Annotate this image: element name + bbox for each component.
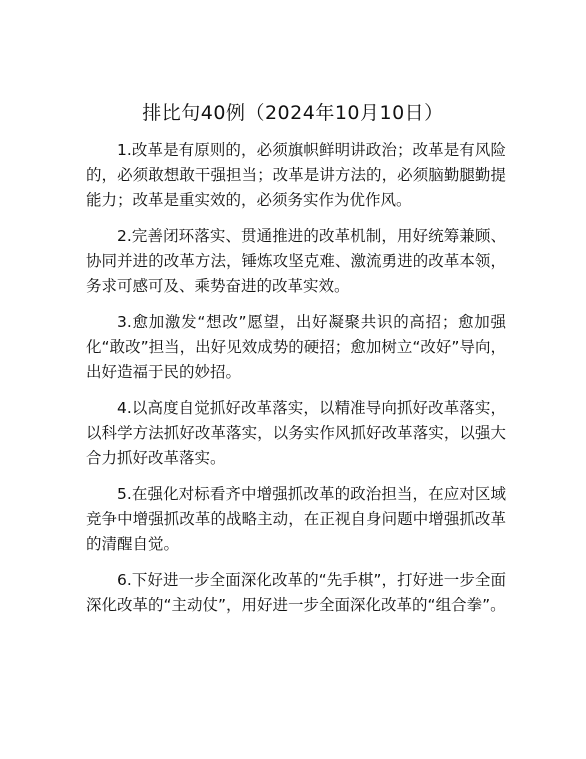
paragraph-6: 6.下好进一步全面深化改革的“先手棋”，打好进一步全面深化改革的“主动仗”，用好进一步全面深化改革的“组合拳”。 bbox=[86, 571, 506, 614]
paragraph-5: 5.在强化对标看齐中增强抓改革的政治担当，在应对区域竞争中增强抓改革的战略主动，在正视自身问题中增强抓改革的清醒自觉。 bbox=[86, 485, 506, 553]
paragraph-2: 2.完善闭环落实、贯通推进的改革机制，用好统筹兼顾、协同并进的改革方法，锤炼攻坚克难、激流勇进的改革本领，务求可感可及、乘势奋进的改革实效。 bbox=[86, 227, 506, 295]
document-body bbox=[86, 138, 506, 629]
paragraph-4: 4.以高度自觉抓好改革落实，以精准导向抓好改革落实，以科学方法抓好改革落实，以务实作风抓好改革落实，以强大合力抓好改革落实。 bbox=[86, 399, 506, 467]
paragraph-3: 3.愈加激发“想改”愿望，出好凝聚共识的高招；愈加强化“敢改”担当，出好见效成势的硬招；愈加树立“改好”导向，出好造福于民的妙招。 bbox=[86, 313, 506, 381]
paragraph-1: 1.改革是有原则的，必须旗帜鲜明讲政治；改革是有风险的，必须敢想敢干强担当；改革是讲方法的，必须脑勤腿勤提能力；改革是重实效的，必须务实作为优作风。 bbox=[86, 141, 506, 209]
document-title: 排比句40例（2024年10月10日） bbox=[142, 102, 444, 124]
